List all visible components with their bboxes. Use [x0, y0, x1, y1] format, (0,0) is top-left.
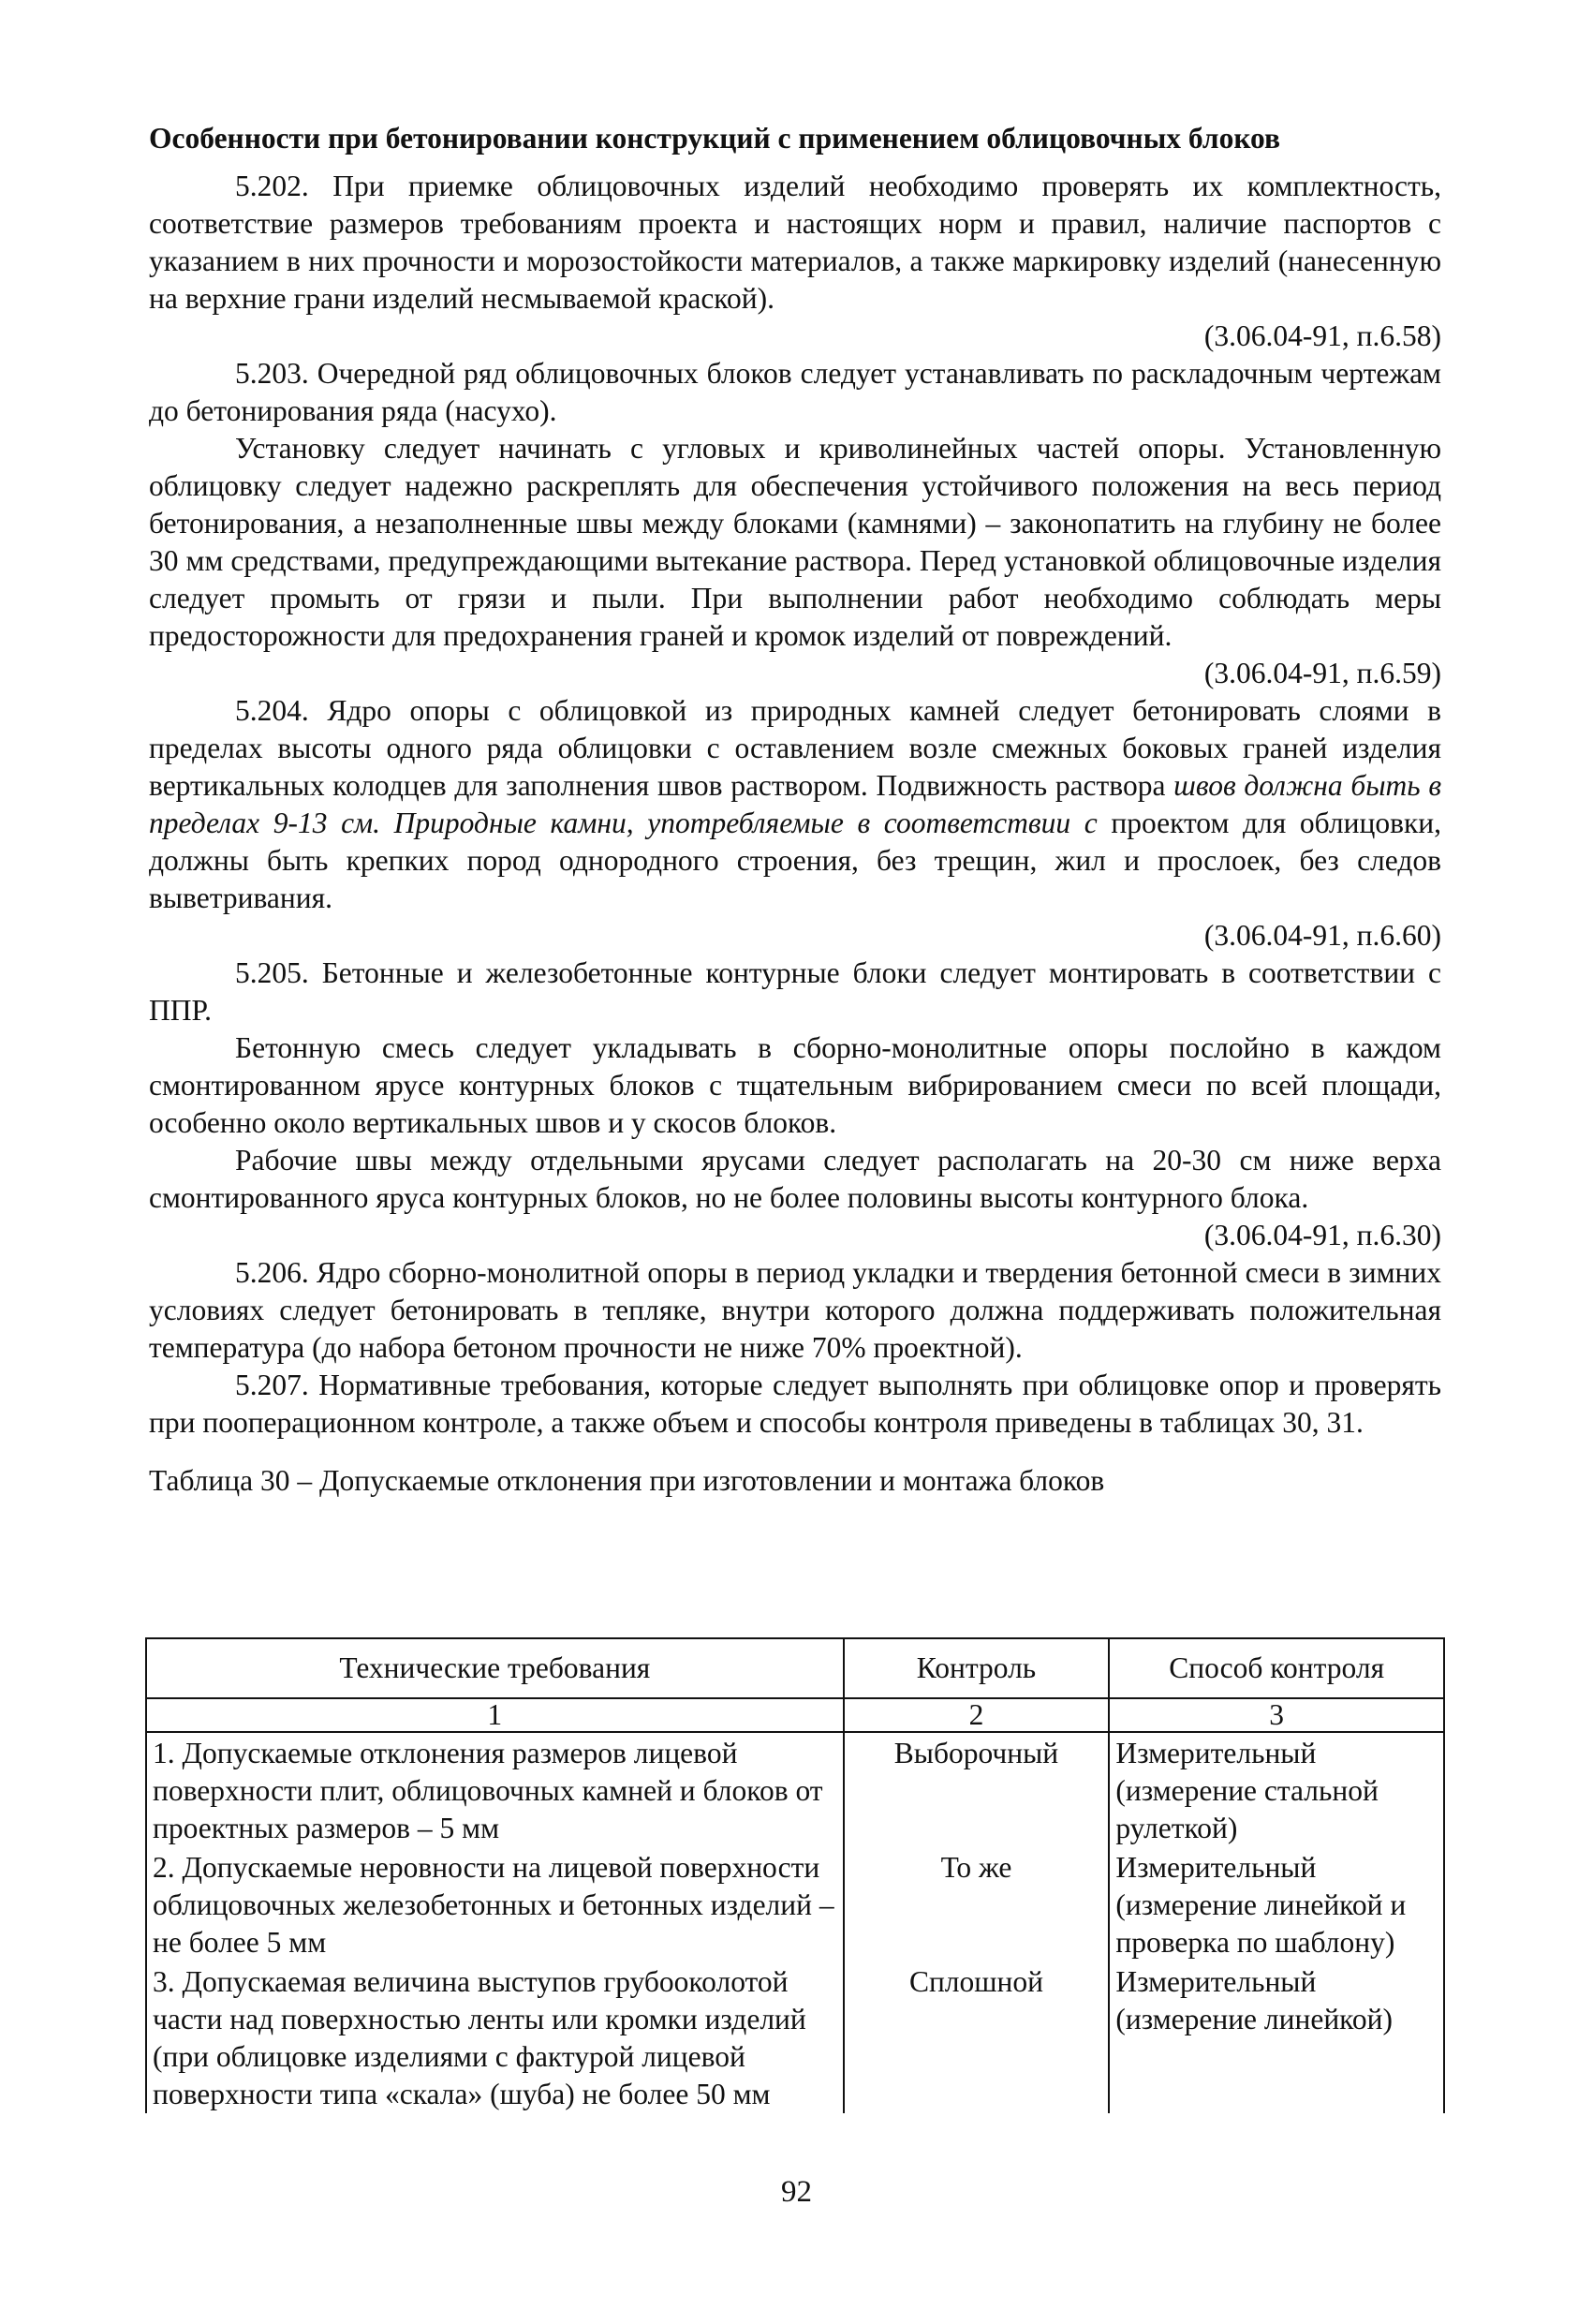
method-cell: Измерительный (измерение стальной рулеткой)	[1109, 1732, 1444, 1847]
reference-1: (3.06.04-91, п.6.58)	[1203, 319, 1441, 352]
table-number-row	[146, 1698, 1444, 1732]
column-number: 2	[844, 1698, 1110, 1732]
paragraph-5-202: 5.202. При приемке облицовочных изделий необходимо проверять их комплектность, соответствие размеров требованиям проекта и настоящих норм и правил, наличие паспортов с указанием в них прочности и морозостойкости материалов, а также маркировку изделий (нанесенную на верхние грани изделий несмываемой краской).	[149, 170, 1441, 315]
section-heading: Особенности при бетонировании конструкций с применением облицовочных блоков	[149, 122, 1281, 155]
requirement-cell: 2. Допускаемые неровности на лицевой поверхности облицовочных железобетонных и бетонных изделий – не более 5 мм	[146, 1847, 844, 1961]
reference-4: (3.06.04-91, п.6.30)	[1203, 1219, 1441, 1251]
control-cell: Выборочный	[844, 1732, 1110, 1847]
control-cell: Сплошной	[844, 1961, 1110, 2113]
requirement-cell: 1. Допускаемые отклонения размеров лицевой поверхности плит, облицовочных камней и блоков от проектных размеров – 5 мм	[146, 1732, 844, 1847]
paragraph-5-207: 5.207. Нормативные требования, которые следует выполнять при облицовке опор и проверять при пооперационном контроле, а также объем и способы контроля приведены в таблицах 30, 31.	[149, 1369, 1441, 1439]
method-cell: Измерительный (измерение линейкой)	[1109, 1961, 1444, 2113]
method-cell: Измерительный (измерение линейкой и проверка по шаблону)	[1109, 1847, 1444, 1961]
paragraph-5-203-continued: Установку следует начинать с угловых и криволинейных частей опоры. Установленную облицовку следует надежно раскреплять для обеспечения устойчивого положения на весь период бетонирования, а незаполненные швы между блоками (камнями) – законопатить на глубину не более 30 мм средствами, предупреждающими вытекание раствора. Перед установкой облицовочные изделия следует промыть от грязи и пыли. При выполнении работ необходимо соблюдать меры предосторожности для предохранения граней и кромок изделий от повреждений.	[149, 432, 1441, 652]
control-cell: То же	[844, 1847, 1110, 1961]
column-header-method: Способ контроля	[1109, 1638, 1444, 1698]
table-header-row	[146, 1638, 1444, 1698]
table-row	[146, 1732, 1444, 1847]
column-header-requirements: Технические требования	[146, 1638, 844, 1698]
paragraph-5-204-part-2-italic: швов должна быть в пределах 9-13 см. Природные камни, употребляемые в соответствии с	[149, 769, 1441, 839]
page-number: 92	[781, 2175, 812, 2209]
reference-2: (3.06.04-91, п.6.59)	[1203, 657, 1441, 689]
paragraph-5-204-part-1: 5.204. Ядро опоры с облицовкой из природных камней следует бетонировать слоями в пределах высоты одного ряда облицовки с оставлением возле смежных боковых граней изделия вертикальных колодцев для заполнения швов раствором. Подвижность раствора	[149, 694, 1441, 802]
paragraph-5-203: 5.203. Очередной ряд облицовочных блоков следует устанавливать по раскладочным чертежам до бетонирования ряда (насухо).	[149, 357, 1441, 427]
paragraph-5-204-part-3: проектом для облицовки, должны быть крепких пород однородного строения, без трещин, жил и прослоек, без следов выветривания.	[149, 807, 1441, 914]
table-row	[146, 1847, 1444, 1961]
requirement-cell: 3. Допускаемая величина выступов грубооколотой части над поверхностью ленты или кромки изделий (при облицовке изделиями с фактурой лицевой поверхности типа «скала» (шуба) не более 50 мм	[146, 1961, 844, 2113]
paragraph-5-205: 5.205. Бетонные и железобетонные контурные блоки следует монтировать в соответствии с ППР.	[149, 956, 1441, 1027]
document-body	[149, 120, 1441, 1500]
column-number: 1	[146, 1698, 844, 1732]
paragraph-5-206: 5.206. Ядро сборно-монолитной опоры в период укладки и твердения бетонной смеси в зимних условиях следует бетонировать в тепляке, внутри которого должна поддерживать положительная температура (до набора бетоном прочности не ниже 70% проектной).	[149, 1256, 1441, 1364]
paragraph-5-205-continued: Бетонную смесь следует укладывать в сборно-монолитные опоры послойно в каждом смонтированном ярусе контурных блоков с тщательным вибрированием смеси по всей площади, особенно около вертикальных швов и у скосов блоков.	[149, 1031, 1441, 1139]
tolerances-table	[145, 1637, 1445, 2113]
column-number: 3	[1109, 1698, 1444, 1732]
paragraph-5-205-joints: Рабочие швы между отдельными ярусами следует располагать на 20-30 см ниже верха смонтированного яруса контурных блоков, но не более половины высоты контурного блока.	[149, 1144, 1441, 1214]
column-header-control: Контроль	[844, 1638, 1110, 1698]
table-caption: Таблица 30 – Допускаемые отклонения при изготовлении и монтажа блоков	[149, 1464, 1105, 1497]
reference-3: (3.06.04-91, п.6.60)	[1203, 919, 1441, 952]
table-row	[146, 1961, 1444, 2113]
paragraph-5-204	[149, 692, 1441, 917]
